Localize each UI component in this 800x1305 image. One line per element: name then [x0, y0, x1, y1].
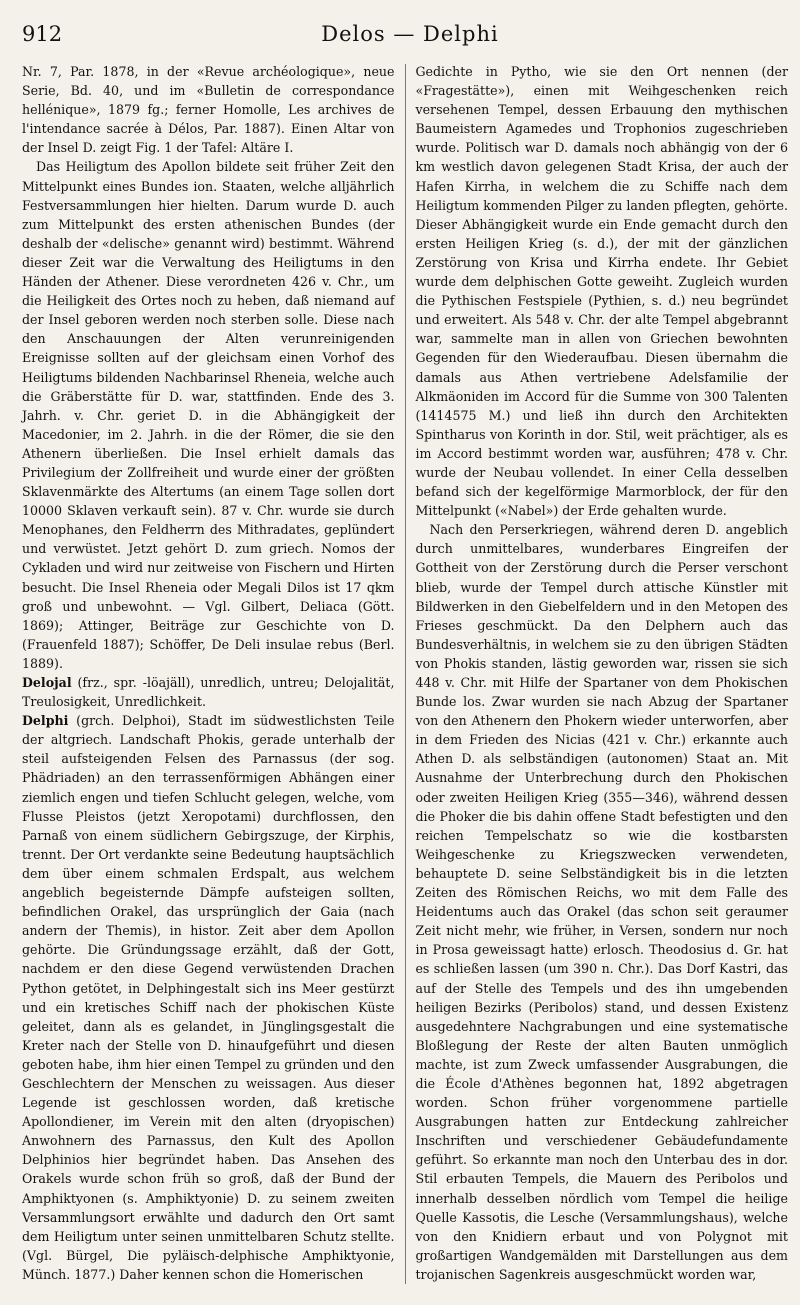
right-column	[415, 62, 788, 1284]
page-header	[22, 22, 788, 58]
headword-delphi: Delphi	[22, 713, 69, 729]
text-columns	[22, 62, 788, 1284]
entry-delojal	[22, 673, 395, 711]
delos-bibliography-paragraph: Nr. 7, Par. 1878, in der «Revue archéologique», neue Serie, Bd. 40, und im «Bulletin de correspondance hellénique», 1879 fg.; ferner Homolle, Les archives de l'intendance sacrée à Délos, Par. 1887). Einen Altar von der Insel D. zeigt Fig. 1 der Tafel: Altäre I.	[22, 64, 395, 156]
entry-delojal-text: (frz., spr. -löajäll), unredlich, untreu; Delojalität, Treulosigkeit, Unredlichkeit.	[22, 675, 395, 710]
column-divider	[405, 64, 406, 1284]
page-number: 912	[22, 22, 63, 46]
delphi-history-paragraph: Nach den Perserkriegen, während deren D. angeblich durch unmittelbares, wunderbares Eingreifen der Gottheit von der Zerstörung durch die Perser verschont blieb, wurde der Tempel durch attische Künstler mit Bildwerken in den Giebelfeldern und in den Metopen des Frieses geschmückt. Da den Delphern auch das Bundesverhältnis, in welchem sie zu den übrigen Städten von Phokis standen, lästig geworden war, rissen sie sich 448 v. Chr. mit Hilfe der Spartaner von dem Phokischen Bunde los. Zwar wurden sie nach Abzug der Spartaner von den Athenern den Phokern wieder unterworfen, aber in dem Frieden des Nicias (421 v. Chr.) erkannte auch Athen D. als selbständigen (autonomen) Staat an. Mit Ausnahme der Unterbrechung durch den Phokischen oder zweiten Heiligen Krieg (355—346), während dessen die Phoker die bis dahin offene Stadt befestigten und den reichen Tempelschatz so wie die kostbarsten Weihgeschenke zu Kriegszwecken verwendeten, behauptete D. seine Selbständigkeit bis in die letzten Zeiten des Römischen Reichs, wo mit dem Falle des Heidentums auch das Orakel (das schon seit geraumer Zeit nicht mehr, wie früher, in Versen, sondern nur noch in Prosa geweissagt hatte) erlosch. Theodosius d. Gr. hat es schließen lassen (um 390 n. Chr.). Das Dorf Kastri, das auf der Stelle des Tempels und des ihn umgebenden heiligen Bezirks (Peribolos) stand, und dessen Existenz ausgedehntere Nachgrabungen und eine systematische Bloßlegung der Reste der alten Bauten unmöglich machte, ist zum Zweck umfassender Ausgrabungen, die die École d'Athènes begonnen hat, 1892 abgetragen worden. Schon früher vorgenommene partielle Ausgrabungen hatten zur Entdeckung zahlreicher Inschriften und verschiedener Gebäudefundamente geführt. So erkannte man noch den Unterbau des in dor. Stil erbauten Tempels, die Mauern des Peribolos und innerhalb desselben nördlich vom Tempel die heilige Quelle Kassotis, die Lesche (Versammlungshaus), welche von den Knidiern erbaut und von Polygnot mit großartigen Wandgemälden mit Darstellungen aus dem trojanischen Sagenkreis ausgeschmückt worden war,	[415, 522, 788, 1282]
delphi-temple-paragraph: Gedichte in Pytho, wie sie den Ort nennen (der «Fragestätte»), einen mit Weihgeschenken reich versehenen Tempel, dessen Erbauung den mythischen Baumeistern Agamedes und Trophonios zugeschrieben wurde. Politisch war D. damals noch abhängig von der 6 km westlich davon gelegenen Stadt Krisa, der auch der Hafen Kirrha, in welchem die zu Schiffe nach dem Heiligtum kommenden Pilger zu landen pflegten, gehörte. Dieser Abhängigkeit wurde ein Ende gemacht durch den ersten Heiligen Krieg (s. d.), der mit der gänzlichen Zerstörung von Krisa und Kirrha endete. Ihr Gebiet wurde dem delphischen Gotte geweiht. Zugleich wurden die Pythischen Festspiele (Pythien, s. d.) neu begründet und erweitert. Als 548 v. Chr. der alte Tempel abgebrannt war, sammelte man in allen von Griechen bewohnten Gegenden für den Wiederaufbau. Diesen übernahm die damals aus Athen vertriebene Adelsfamilie der Alkmäoniden im Accord für die Summe von 300 Talenten (1414575 M.) und ließ ihn durch den Architekten Spintharus von Korinth in dor. Stil, weit prächtiger, als es im Accord bestimmt worden war, ausführen; 478 v. Chr. wurde der Neubau vollendet. In einer Cella desselben befand sich der kegelförmige Marmorblock, der für den Mittelpunkt («Nabel») der Erde gehalten wurde.	[415, 64, 788, 519]
headword-delojal: Delojal	[22, 675, 72, 690]
entry-delphi-text: (grch. Delphoi), Stadt im südwestlichsten Teile der altgriech. Landschaft Phokis, gerade unterhalb der steil aufsteigenden Felsen des Parnassus (der sog. Phädriaden) an den terrassenförmigen Abhängen einer ziemlich engen und tiefen Schlucht gelegen, welche, vom Flusse Pleistos (jetzt Xeropotami) durchflossen, den Parnaß von einem südlichern Gebirgszuge, der Kirphis, trennt. Der Ort verdankte seine Bedeutung hauptsächlich dem über einem schmalen Erdspalt, aus welchem angeblich begeisternde Dämpfe aufsteigen sollten, befindlichen Orakel, das ursprünglich der Gaia (nach andern der Themis), in histor. Zeit aber dem Apollon gehörte. Die Gründungssage erzählt, daß der Gott, nachdem er den diese Gegend verwüstenden Drachen Python getötet, in Delphingestalt sich ins Meer gestürzt und ein kretisches Schiff nach der phokischen Küste geleitet, dann als es gelandet, in Jünglingsgestalt die Kreter nach der Stelle von D. hinaufgeführt und diesen geboten habe, ihm hier einen Tempel zu gründen und den Geschlechtern der Menschen zu weissagen. Aus dieser Legende ist geschlossen worden, daß kretische Apollondiener, im Verein mit den alten (dryopischen) Anwohnern des Parnassus, den Kult des Apollon Delphinios hier begründet haben. Das Ansehen des Orakels wurde schon früh so groß, daß der Bund der Amphiktyonen (s. Amphiktyonie) D. zu seinem zweiten Versammlungsort erwählte und dadurch den Ort samt dem Heiligtum unter seinen unmittelbaren Schutz stellte. (Vgl. Bürgel, Die pyläisch-delphische Amphiktyonie, Münch. 1877.) Daher kennen schon die Homerischen	[22, 713, 395, 1282]
delos-history-paragraph: Das Heiligtum des Apollon bildete seit früher Zeit den Mittelpunkt eines Bundes ion. Staaten, welche alljährlich Festversammlungen hier hielten. Darum wurde D. auch zum Mittelpunkt des ersten athenischen Bundes (der deshalb der «delische» genannt wird) bestimmt. Während dieser Zeit war die Verwaltung des Heiligtums in den Händen der Athener. Diese verordneten 426 v. Chr., um die Heiligkeit des Ortes noch zu heben, daß niemand auf der Insel geboren werden noch sterben solle. Diese nach den Anschauungen der Alten verunreinigenden Ereignisse sollten auf der gleichsam einen Vorhof des Heiligtums bildenden Nachbarinsel Rheneia, welche auch die Gräberstätte für D. war, stattfinden. Ende des 3. Jahrh. v. Chr. geriet D. in die Abhängigkeit der Macedonier, im 2. Jahrh. in die der Römer, die sie den Athenern überließen. Die Insel erhielt damals das Privilegium der Zollfreiheit und wurde einer der größten Sklavenmärkte des Altertums (an einem Tage sollen dort 10000 Sklaven verkauft sein). 87 v. Chr. wurde sie durch Menophanes, den Feldherrn des Mithradates, geplündert und verwüstet. Jetzt gehört D. zum griech. Nomos der Cykladen und wird nur zeitweise von Fischern und Hirten besucht. Die Insel Rheneia oder Megali Dilos ist 17 qkm groß und unbewohnt. — Vgl. Gilbert, Deliaca (Gött. 1869); Attinger, Beiträge zur Geschichte von D. (Frauenfeld 1887); Schöffer, De Deli insulae rebus (Berl. 1889).	[22, 159, 395, 671]
entry-delphi	[22, 711, 395, 1284]
left-column	[22, 62, 395, 1284]
running-title: Delos — Delphi	[321, 22, 499, 46]
